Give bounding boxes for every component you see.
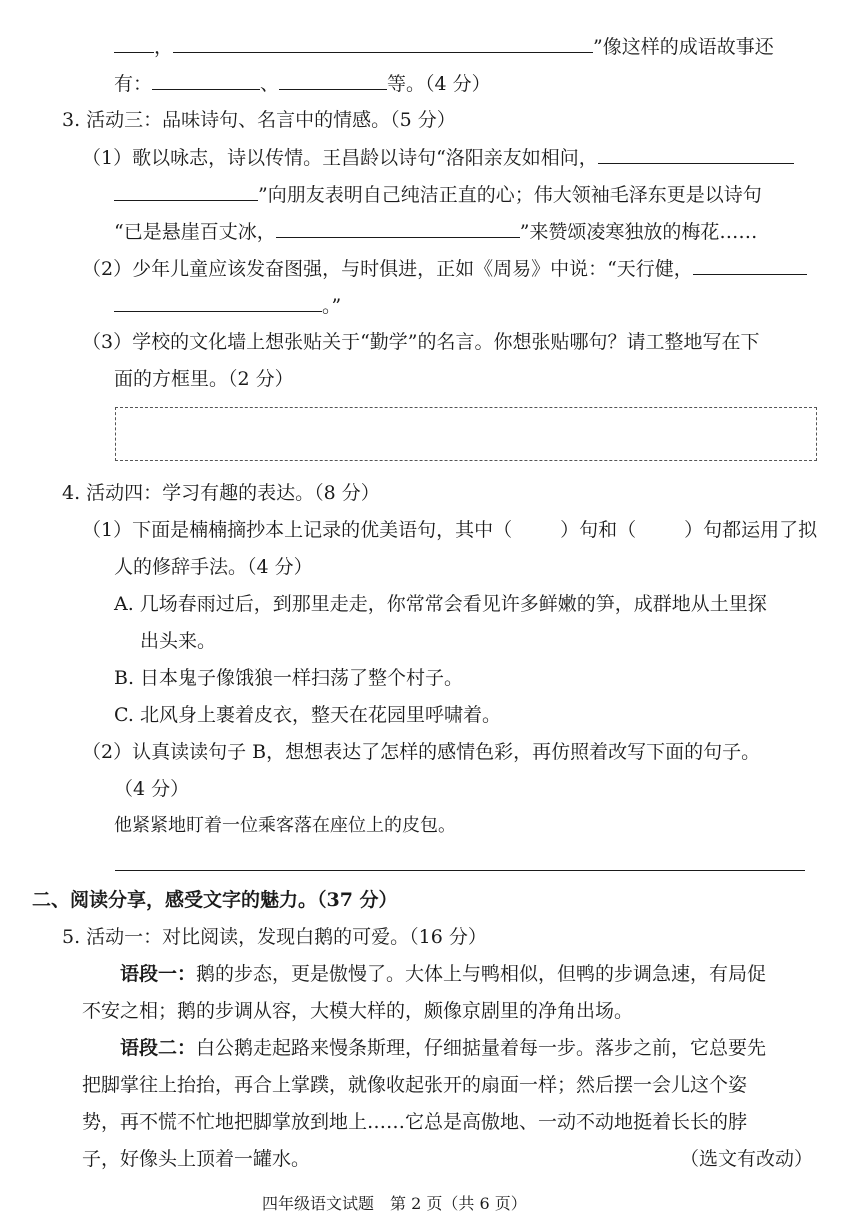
q4-p1-text: （1）下面是楠楠摘抄本上记录的优美语句，其中（ bbox=[82, 519, 513, 541]
q3-p1-text: ”向朋友表明自己纯洁正直的心；伟大领袖毛泽东更是以诗句 bbox=[258, 184, 762, 206]
q4-heading: 4. 活动四：学习有趣的表达。（8 分） bbox=[62, 482, 380, 504]
q3-p1-line-2 bbox=[114, 182, 762, 207]
answer-line[interactable] bbox=[115, 870, 805, 871]
q4-p1-line-1 bbox=[82, 518, 817, 542]
answer-blank[interactable] bbox=[173, 34, 593, 53]
q3-p1-line-3 bbox=[114, 219, 757, 244]
passage-text: 白公鹅走起路来慢条斯理，仔细掂量着每一步。落步之前，它总要先 bbox=[196, 1037, 767, 1059]
example-sentence: 他紧紧地盯着一位乘客落在座位上的皮包。 bbox=[114, 815, 456, 836]
q2-line-2-tail: 等。（4 分） bbox=[387, 73, 491, 95]
answer-blank[interactable] bbox=[276, 219, 520, 238]
q3-p2-line-1 bbox=[82, 256, 807, 281]
page-footer: 四年级语文试题 第 2 页（共 6 页） bbox=[262, 1194, 527, 1213]
q4-p1-line-2: 人的修辞手法。（4 分） bbox=[114, 556, 313, 578]
answer-blank[interactable] bbox=[152, 71, 260, 90]
passage-2-line-2: 把脚掌往上抬抬，再合上掌蹼，就像收起张开的扇面一样；然后摆一会儿这个姿 bbox=[82, 1074, 748, 1096]
answer-blank[interactable] bbox=[114, 182, 258, 201]
q4-p2-line-1: （2）认真读读句子 B，想想表达了怎样的感情色彩，再仿照着改写下面的句子。 bbox=[82, 741, 761, 763]
q5-heading: 5. 活动一：对比阅读，发现白鹅的可爱。（16 分） bbox=[62, 926, 487, 948]
option-a-line-2: 出头来。 bbox=[140, 630, 217, 652]
passage-2-line-3: 势，再不慌不忙地把脚掌放到地上……它总是高傲地、一动不动地挺着长长的脖 bbox=[82, 1111, 748, 1133]
separator: ， bbox=[154, 36, 174, 58]
passage-2-line-1 bbox=[120, 1036, 766, 1060]
q2-line-2 bbox=[114, 71, 491, 96]
source-note: （选文有改动） bbox=[680, 1148, 814, 1170]
answer-blank[interactable] bbox=[598, 145, 794, 164]
passage-1-line-2: 不安之相；鹅的步调从容，大模大样的，颇像京剧里的净角出场。 bbox=[82, 1000, 634, 1022]
q4-p2-line-2: （4 分） bbox=[114, 778, 190, 800]
q3-p1-text: （1）歌以咏志，诗以传情。王昌龄以诗句“洛阳亲友如相问， bbox=[82, 147, 598, 169]
passage-1-line-1 bbox=[120, 962, 766, 986]
passage-text: 鹅的步态，更是傲慢了。大体上与鸭相似，但鸭的步调急速，有局促 bbox=[196, 963, 767, 985]
passage-2-line-4: 子，好像头上顶着一罐水。 bbox=[82, 1148, 311, 1170]
q4-p1-text: ）句和（ bbox=[560, 519, 637, 541]
answer-blank[interactable] bbox=[114, 34, 154, 53]
q2-line-1-tail: ”像这样的成语故事还 bbox=[593, 36, 774, 58]
q3-p1-text: “已是悬崖百丈冰， bbox=[114, 221, 276, 243]
passage-label: 语段二： bbox=[120, 1037, 197, 1059]
answer-blank[interactable] bbox=[114, 293, 322, 312]
passage-label: 语段一： bbox=[120, 963, 197, 985]
option-c: C. 北风身上裹着皮衣，整天在花园里呼啸着。 bbox=[114, 704, 501, 726]
q3-p1-line-1 bbox=[82, 145, 794, 170]
q3-p2-text: （2）少年儿童应该发奋图强，与时俱进，正如《周易》中说：“天行健， bbox=[82, 258, 693, 280]
q3-p3-line-2: 面的方框里。（2 分） bbox=[114, 368, 294, 390]
option-a-line-1: A. 几场春雨过后，到那里走走，你常常会看见许多鲜嫩的笋，成群地从土里探 bbox=[114, 593, 767, 615]
separator: 、 bbox=[260, 73, 280, 95]
option-b: B. 日本鬼子像饿狼一样扫荡了整个村子。 bbox=[114, 667, 464, 689]
answer-box[interactable] bbox=[115, 407, 817, 461]
q3-p2-line-2 bbox=[114, 293, 341, 318]
q2-line-2-head: 有： bbox=[114, 73, 153, 95]
answer-blank[interactable] bbox=[279, 71, 387, 90]
q4-p1-text: ）句都运用了拟 bbox=[684, 519, 818, 541]
q3-p1-text: ”来赞颂凌寒独放的梅花…… bbox=[519, 221, 758, 243]
answer-blank[interactable] bbox=[693, 256, 807, 275]
section-heading: 二、阅读分享，感受文字的魅力。（37 分） bbox=[32, 889, 398, 911]
q2-line-1 bbox=[114, 34, 774, 59]
q3-heading: 3. 活动三：品味诗句、名言中的情感。（5 分） bbox=[62, 109, 456, 131]
q3-p2-text: 。” bbox=[322, 295, 342, 317]
q3-p3-line-1: （3）学校的文化墙上想张贴关于“勤学”的名言。你想张贴哪句？请工整地写在下 bbox=[82, 331, 760, 353]
